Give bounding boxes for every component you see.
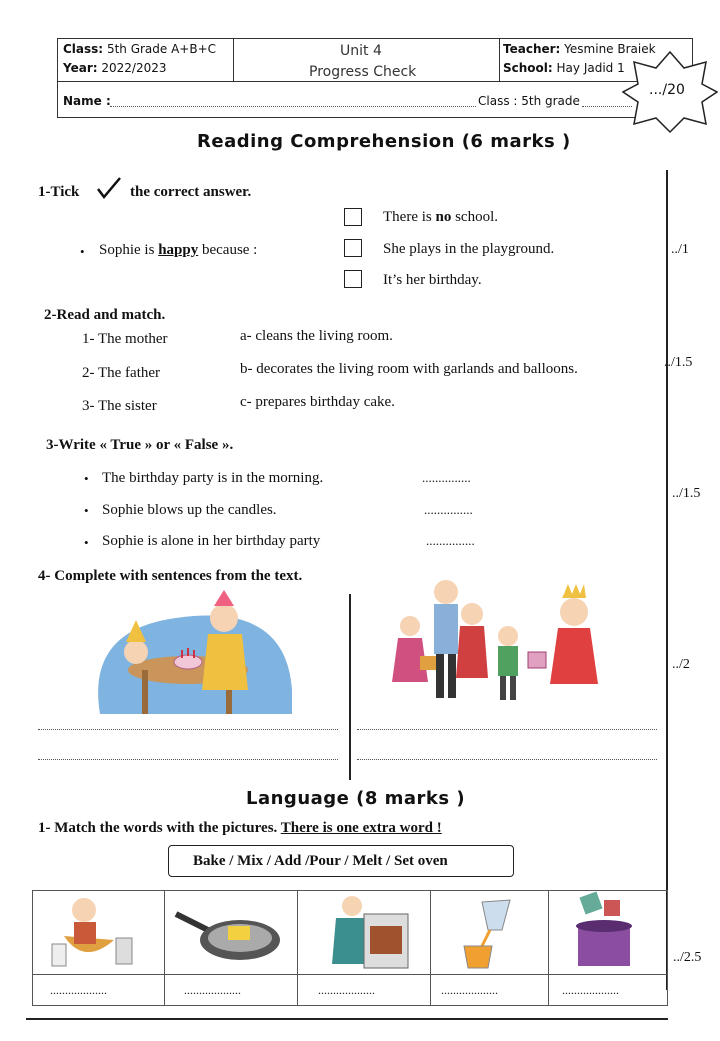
q4-divider <box>349 594 351 780</box>
q4-answer-line[interactable] <box>38 759 338 760</box>
score-label: .../20 <box>649 82 685 98</box>
q3-mark: ../1.5 <box>672 486 701 501</box>
option-checkbox[interactable] <box>344 270 362 288</box>
header-divider <box>499 39 500 81</box>
option-3: It’s her birthday. <box>383 272 482 288</box>
q1-stem: Sophie is happy because : <box>99 242 258 258</box>
q4-mark: ../2 <box>672 657 690 672</box>
pouring-jug-picture <box>440 896 540 972</box>
option-2: She plays in the playground. <box>383 241 555 257</box>
q1-mark: ../1 <box>671 242 689 257</box>
oven-picture <box>306 894 418 972</box>
match-answer-blank[interactable]: ................... <box>562 983 619 997</box>
family-presents-illustration <box>388 574 604 710</box>
melting-pan-picture <box>172 904 284 964</box>
lang-q1-mark: ../2.5 <box>673 950 702 965</box>
name-blank[interactable] <box>110 106 476 107</box>
q1-label: 1-Tick <box>38 184 80 200</box>
bullet: • <box>84 503 89 518</box>
q4-label: 4- Complete with sentences from the text. <box>38 568 303 584</box>
mother-cake-illustration <box>96 590 296 716</box>
option-1: There is no school. <box>383 209 498 225</box>
q4-answer-line[interactable] <box>357 729 657 730</box>
tf-item-3: Sophie is alone in her birthday party <box>102 533 321 549</box>
class-info: Class: 5th Grade A+B+C <box>63 42 217 56</box>
mixing-bowl-picture <box>44 896 154 970</box>
match-right-c: c- prepares birthday cake. <box>240 394 395 410</box>
tf-answer-blank[interactable]: ............... <box>422 470 471 485</box>
grid-divider <box>164 890 165 1006</box>
grid-divider <box>32 974 668 975</box>
q3-label: 3-Write « True » or « False ». <box>46 437 234 453</box>
lang-q1-label: 1- Match the words with the pictures. There is one extra word ! <box>38 820 442 836</box>
word-bank: Bake / Mix / Add /Pour / Melt / Set oven <box>193 853 448 869</box>
checkmark-icon <box>96 176 122 200</box>
option-checkbox[interactable] <box>344 208 362 226</box>
bullet: • <box>80 244 85 259</box>
match-right-a: a- cleans the living room. <box>240 328 393 344</box>
grid-divider <box>548 890 549 1006</box>
q1-instruction: the correct answer. <box>130 184 252 200</box>
grid-divider <box>430 890 431 1006</box>
progress-title: Progress Check <box>309 64 417 80</box>
q4-answer-line[interactable] <box>357 759 657 760</box>
match-answer-blank[interactable]: ................... <box>50 983 107 997</box>
tf-answer-blank[interactable]: ............... <box>426 533 475 548</box>
year-info: Year: 2022/2023 <box>63 61 167 75</box>
language-title: Language (8 marks ) <box>246 788 466 809</box>
school-info: School: Hay Jadid 1 <box>503 61 625 75</box>
bullet: • <box>84 471 89 486</box>
option-checkbox[interactable] <box>344 239 362 257</box>
bullet: • <box>84 535 89 550</box>
bottom-rule <box>26 1018 668 1020</box>
header-divider <box>58 81 692 82</box>
pot-picture <box>558 890 658 972</box>
name-label: Name : <box>63 94 111 108</box>
class-grade-label: Class : 5th grade <box>478 94 580 108</box>
match-left-3: 3- The sister <box>82 398 157 414</box>
tf-answer-blank[interactable]: ............... <box>424 502 473 517</box>
tf-item-2: Sophie blows up the candles. <box>102 502 277 518</box>
match-answer-blank[interactable]: ................... <box>318 983 375 997</box>
q4-answer-line[interactable] <box>38 729 338 730</box>
teacher-info: Teacher: Yesmine Braiek <box>503 42 656 56</box>
match-right-b: b- decorates the living room with garlands and balloons. <box>240 361 578 377</box>
q2-label: 2-Read and match. <box>44 307 166 323</box>
reading-title: Reading Comprehension (6 marks ) <box>197 131 571 152</box>
tf-item-1: The birthday party is in the morning. <box>102 470 324 486</box>
grid-divider <box>297 890 298 1006</box>
match-left-1: 1- The mother <box>82 331 168 347</box>
header-divider <box>233 39 234 81</box>
match-answer-blank[interactable]: ................... <box>441 983 498 997</box>
margin-rule <box>666 170 668 990</box>
match-answer-blank[interactable]: ................... <box>184 983 241 997</box>
unit-title: Unit 4 <box>340 43 382 59</box>
q2-mark: ../1.5 <box>664 355 693 370</box>
match-left-2: 2- The father <box>82 365 161 381</box>
